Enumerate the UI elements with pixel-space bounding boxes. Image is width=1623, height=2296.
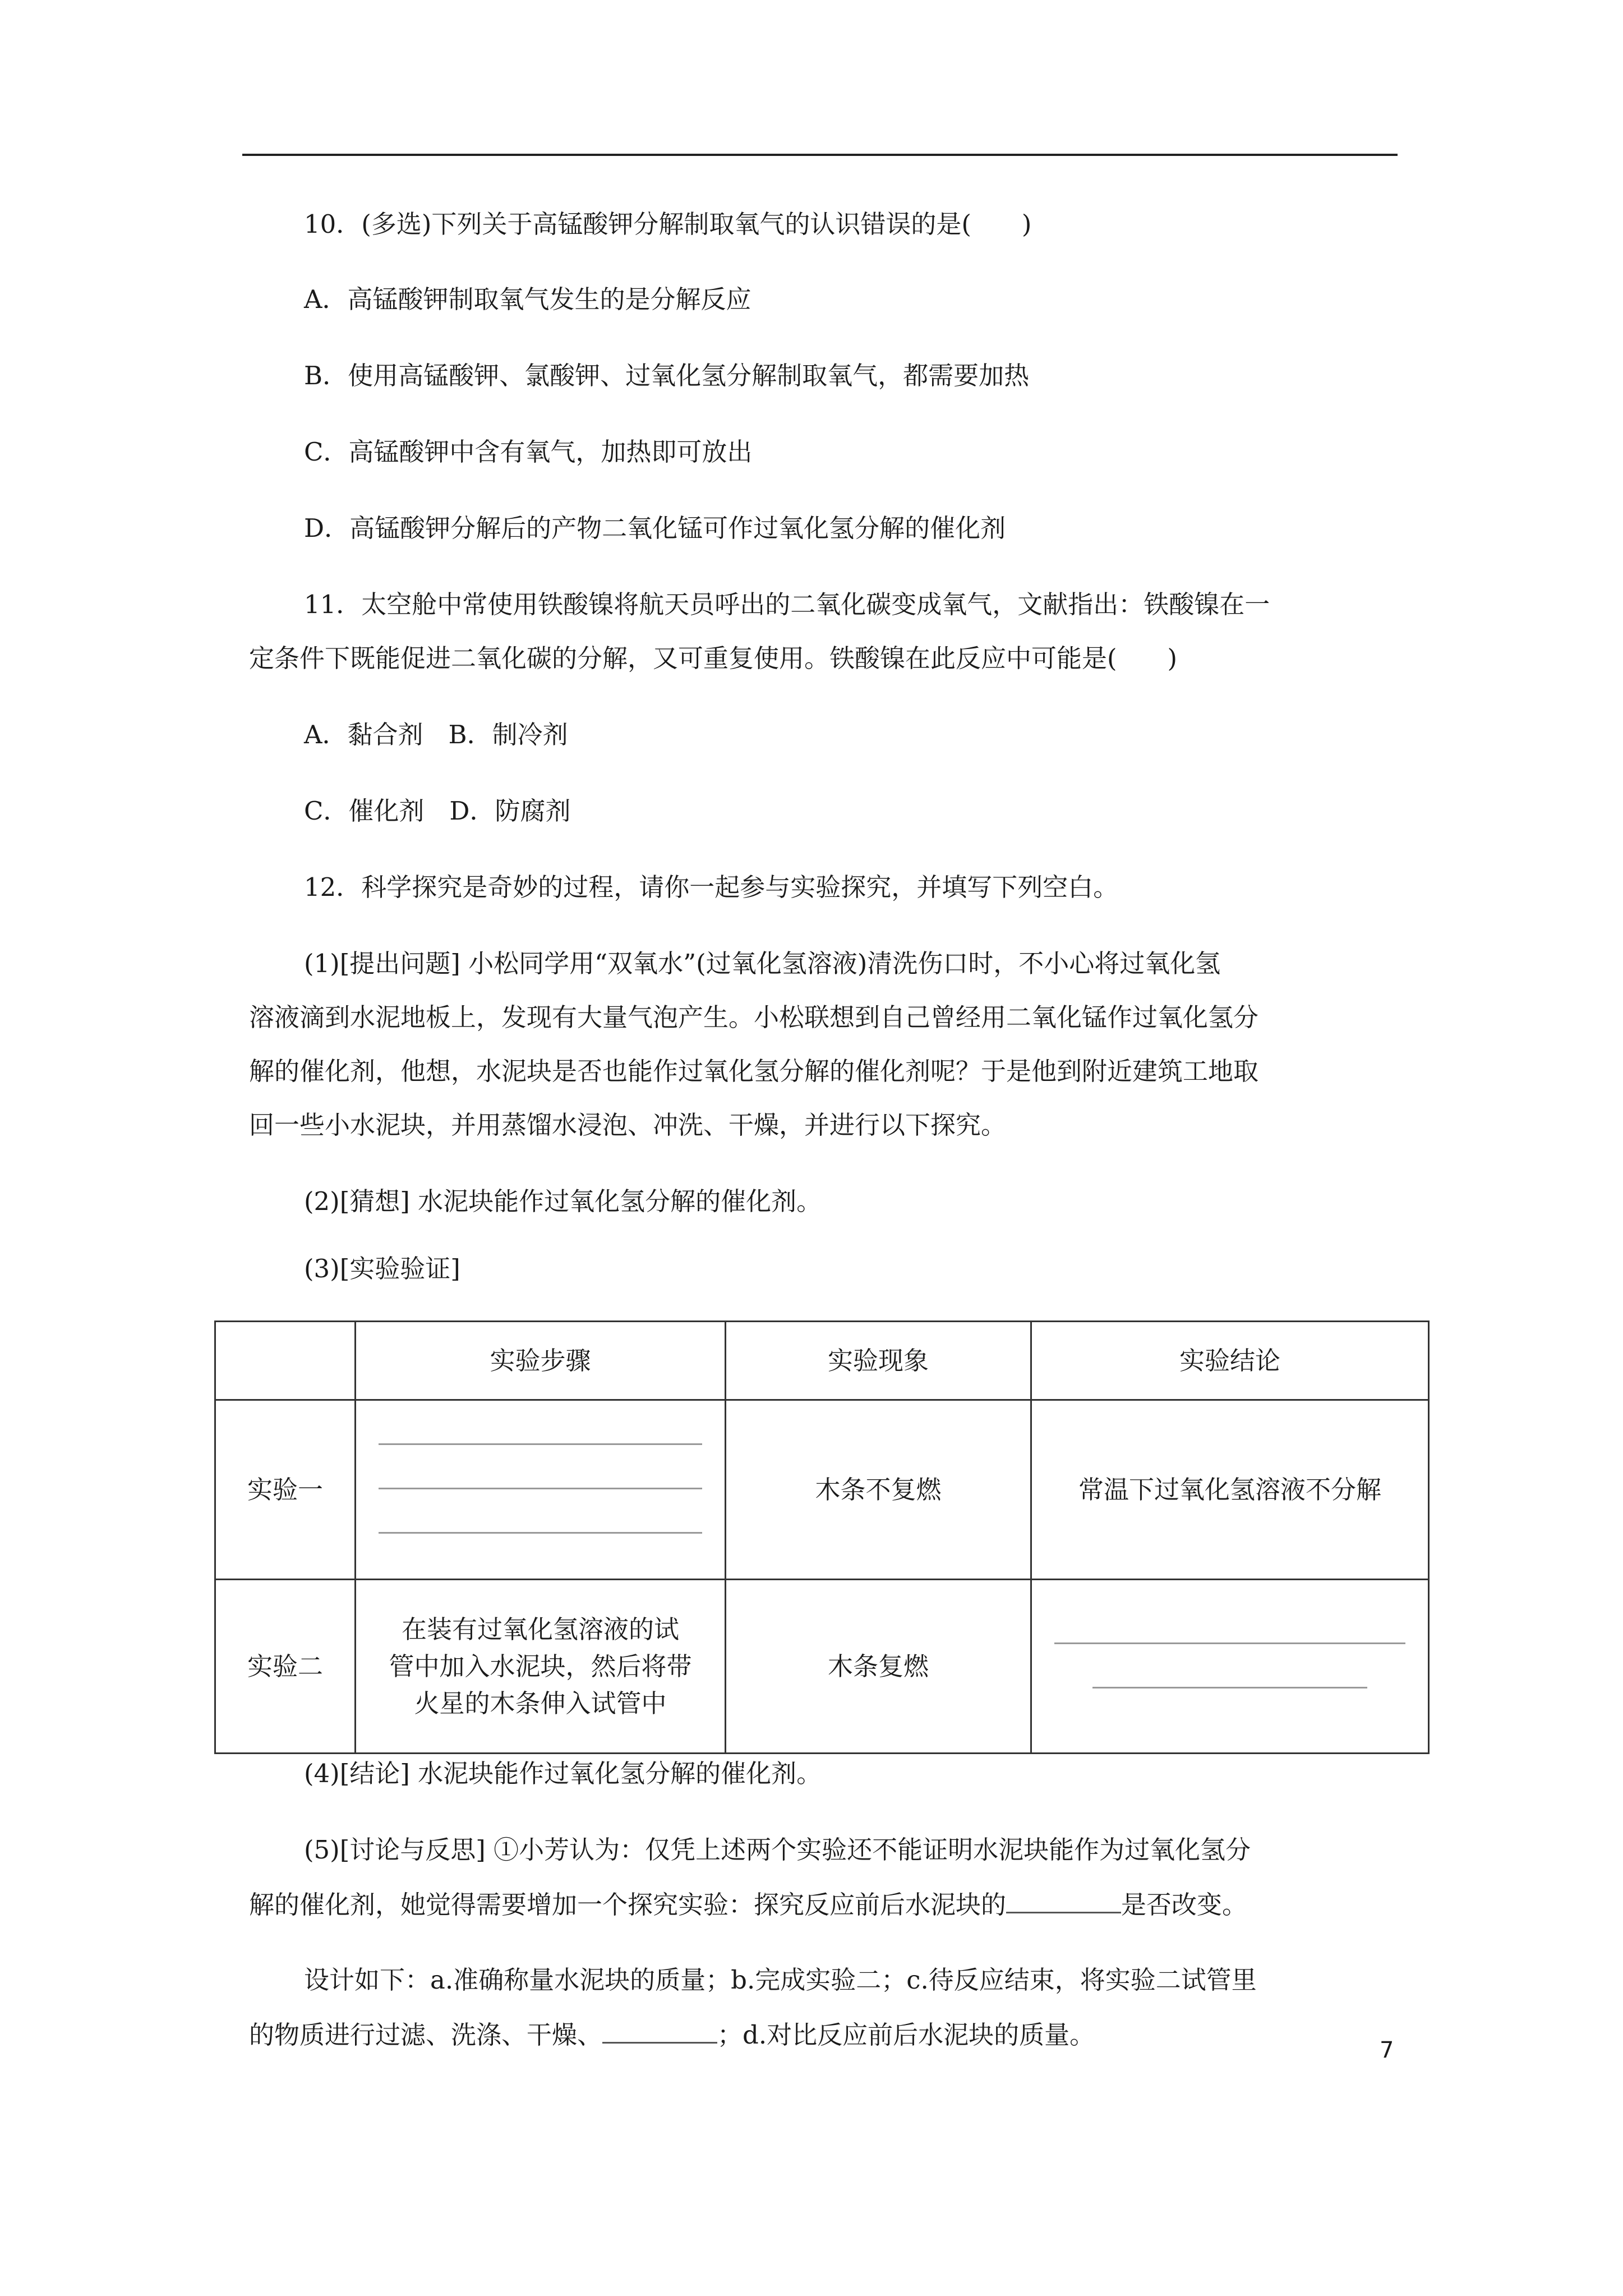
q12-part3: (3)[实验验证]	[304, 1254, 460, 1283]
answer-line	[379, 1443, 702, 1447]
table-row	[215, 1400, 1429, 1580]
q12-part5-line1: (5)[讨论与反思] ①小芳认为：仅凭上述两个实验还不能证明水泥块能作为过氧化氢分	[304, 1835, 1251, 1865]
experiment-table	[214, 1320, 1430, 1754]
fill-in-blank-1[interactable]	[1006, 1887, 1121, 1913]
q12-design-line1: 设计如下：a.准确称量水泥块的质量；b.完成实验二；c.待反应结束，将实验二试管里	[304, 1965, 1257, 1995]
table-header-empty	[215, 1322, 356, 1400]
answer-line	[1092, 1687, 1367, 1691]
row1-phenomenon: 木条不复燃	[726, 1400, 1031, 1580]
q12-part1-line4: 回一些小水泥块，并用蒸馏水浸泡、冲洗、干燥，并进行以下探究。	[249, 1110, 1007, 1140]
row2-label: 实验二	[215, 1580, 356, 1754]
row1-conclusion: 常温下过氧化氢溶液不分解	[1031, 1400, 1429, 1580]
row2-steps	[356, 1580, 726, 1754]
row2-steps-line1: 在装有过氧化氢溶液的试	[401, 1614, 679, 1644]
page-number: 7	[1380, 2037, 1394, 2063]
q10-option-b: B．使用高锰酸钾、氯酸钾、过氧化氢分解制取氧气，都需要加热	[304, 361, 1030, 390]
q10-option-c: C．高锰酸钾中含有氧气，加热即可放出	[304, 437, 753, 467]
q12-part1-line1: (1)[提出问题] 小松同学用“双氧水”(过氧化氢溶液)清洗伤口时，不小心将过氧化氢	[304, 949, 1221, 978]
q12-part5-line2	[249, 1887, 1247, 1922]
row2-steps-line3: 火星的木条伸入试管中	[414, 1688, 667, 1718]
q12-part4: (4)[结论] 水泥块能作过氧化氢分解的催化剂。	[304, 1759, 822, 1788]
header-rule	[242, 154, 1398, 156]
q12-design-line2	[249, 2017, 1095, 2052]
row1-label: 实验一	[215, 1400, 356, 1580]
row2-conclusion-answer-blank[interactable]	[1031, 1580, 1429, 1754]
row2-steps-line2: 管中加入水泥块，然后将带	[389, 1651, 692, 1681]
answer-line	[1054, 1642, 1405, 1646]
q12-part2: (2)[猜想] 水泥块能作过氧化氢分解的催化剂。	[304, 1186, 822, 1216]
table-row	[215, 1580, 1429, 1754]
table-header-conclusion: 实验结论	[1031, 1322, 1429, 1400]
q11-options-row1: A．黏合剂 B．制冷剂	[304, 720, 568, 749]
q11-options-row2: C．催化剂 D．防腐剂	[304, 796, 571, 826]
answer-line	[379, 1532, 702, 1536]
part5-text-after: 是否改变。	[1121, 1890, 1248, 1920]
q10-option-a: A．高锰酸钾制取氧气发生的是分解反应	[304, 284, 751, 314]
q12-part1-line3: 解的催化剂，他想，水泥块是否也能作过氧化氢分解的催化剂呢？于是他到附近建筑工地取	[249, 1056, 1259, 1086]
design-text-before: 的物质进行过滤、洗涤、干燥、	[249, 2020, 603, 2050]
table-header-row	[215, 1322, 1429, 1400]
q12-part1-line2: 溶液滴到水泥地板上，发现有大量气泡产生。小松联想到自己曾经用二氧化锰作过氧化氢分	[249, 1002, 1259, 1032]
fill-in-blank-2[interactable]	[602, 2017, 717, 2044]
q11-stem-line2: 定条件下既能促进二氧化碳的分解，又可重复使用。铁酸镍在此反应中可能是( )	[249, 643, 1178, 673]
part5-text-before: 解的催化剂，她觉得需要增加一个探究实验：探究反应前后水泥块的	[249, 1890, 1007, 1920]
row1-steps-answer-blank[interactable]	[356, 1400, 726, 1580]
row2-phenomenon: 木条复燃	[726, 1580, 1031, 1754]
q10-option-d: D．高锰酸钾分解后的产物二氧化锰可作过氧化氢分解的催化剂	[304, 513, 1006, 543]
table-header-steps: 实验步骤	[356, 1322, 726, 1400]
table-header-phenomenon: 实验现象	[726, 1322, 1031, 1400]
design-text-after: ；d.对比反应前后水泥块的质量。	[717, 2020, 1095, 2050]
q11-stem-line1: 11．太空舱中常使用铁酸镍将航天员呼出的二氧化碳变成氧气，文献指出：铁酸镍在一	[304, 590, 1270, 619]
q10-stem: 10．(多选)下列关于高锰酸钾分解制取氧气的认识错误的是( )	[304, 209, 1032, 239]
answer-line	[379, 1488, 702, 1492]
q12-stem: 12．科学探究是奇妙的过程，请你一起参与实验探究，并填写下列空白。	[304, 872, 1119, 902]
